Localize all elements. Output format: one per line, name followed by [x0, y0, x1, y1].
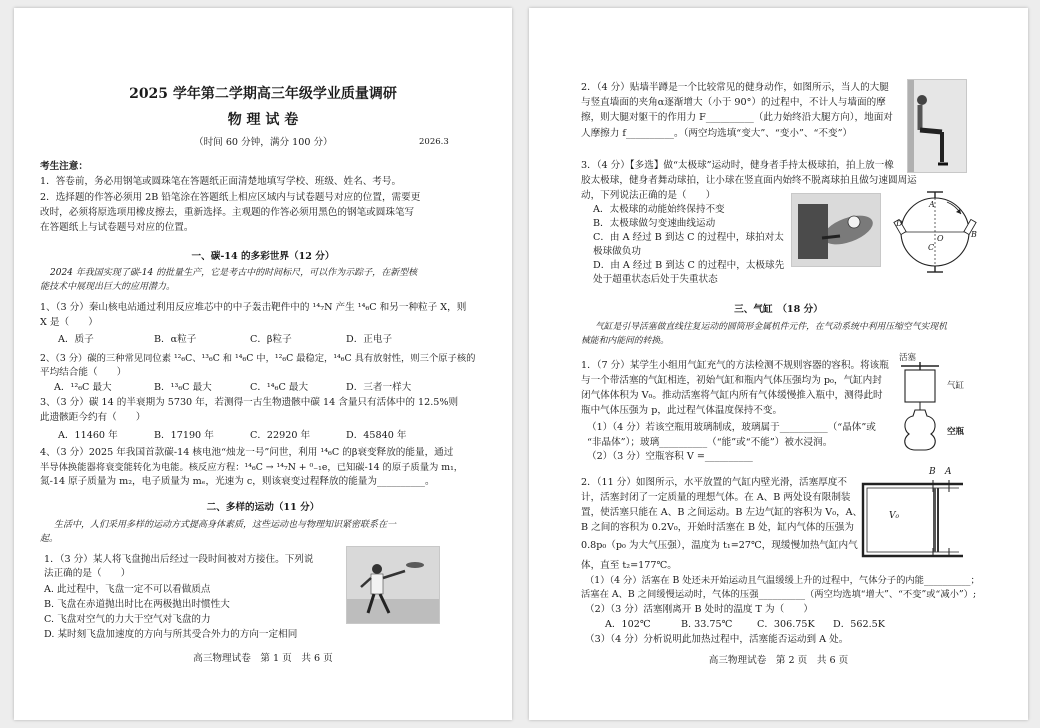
q1-1-option-c: C．β粒子 [250, 334, 292, 345]
circle-label-b: B [971, 230, 977, 239]
q3-1-sub1: （1）（4 分）若该空瓶用玻璃制成，玻璃属于__________（“晶体”或 [587, 422, 876, 433]
notice-line: 2．选择题的作答必须用 2B 铅笔涂在答题纸上相应区域内与试卷题号对应的位置，需要更 [40, 192, 421, 203]
fig-label-cylinder: 气缸 [947, 381, 965, 391]
q1-3-option-b: B．17190 年 [154, 430, 214, 441]
q3-2-sub1: （1）（4 分）活塞在 B 处还未开始运动且气温缓缓上升的过程中，气体分子的内能__________； [585, 575, 980, 586]
q3-2-sub2: （2）（3 分）活塞刚离开 B 处时的温度 T 为（ ） [585, 604, 813, 615]
q2-3-option-a: A．太极球的动能始终保持不变 [593, 204, 725, 215]
circle-label-o: O [937, 234, 944, 243]
cylinder-bottle-diagram [901, 360, 951, 452]
question-1-1: 1、（3 分）秦山核电站通过利用反应堆芯中的中子轰击靶件中的 ¹⁴₇N 产生 ¹⁴₆C 和另一种粒子 X，则 [40, 302, 467, 313]
question-2-2-cont: 与竖直墙面的夹角α逐渐增大（小于 90°）的过程中，不计人与墙面的摩 [581, 97, 886, 108]
cyl-label-b: B [929, 467, 936, 477]
circular-motion-diagram [895, 190, 975, 274]
q3-2-sub3: （3）（4 分）分析说明此加热过程中，活塞能否运动到 A 处。 [585, 634, 849, 645]
question-1-2-cont: 平均结合能（ ） [40, 367, 127, 378]
question-1-3-cont: 此遗骸距今约有（ ） [40, 412, 146, 423]
exam-time-info: （时间 60 分钟，满分 100 分） [194, 137, 333, 148]
notice-title: 考生注意： [40, 161, 88, 172]
circle-label-a: A [929, 200, 935, 209]
taiji-ball-figure [792, 194, 880, 266]
q3-2-option-b: B. 33.75℃ [681, 619, 733, 630]
taiji-ball-photo [791, 193, 881, 267]
question-2-1-cont: 法正确的是（ ） [44, 568, 131, 579]
question-3-1: 1．（7 分）某学生小组用气缸充气的方法检测不规则容器的容积。将该瓶 [581, 360, 889, 371]
question-2-3: 3．（4 分）【多选】做“太极球”运动时，健身者手持太极球拍，拍上放一橡 [581, 160, 894, 171]
question-1-4-cont: 氮-14 原子质量为 m₂，电子质量为 mₑ，光速为 c，则该衰变过程释放的能量为__________。 [40, 476, 435, 487]
section-1-intro: 能技术中展现出巨大的应用潜力。 [40, 282, 176, 292]
page-2-footer: 高三物理试卷 第 2 页 共 6 页 [708, 655, 849, 666]
question-2-2: 2．（4 分）贴墙半蹲是一个比较常见的健身动作，如图所示，当人的大腿 [581, 82, 889, 93]
frisbee-photo [346, 546, 440, 624]
question-3-1-cont: 与一个带活塞的气缸相连，初始气缸和瓶内气体压强均为 p₀，气缸内封 [581, 375, 882, 386]
q2-3-option-b: B．太极球做匀变速曲线运动 [593, 218, 716, 229]
question-3-2-cont: 置，使活塞只能在 A、B 之间运动。B 左边气缸的容积为 V₀，A、 [581, 507, 863, 518]
question-2-2-cont: 人摩擦力 f__________。（两空均选填“变大”、“变小”、“不变”） [581, 128, 853, 139]
section-3-intro: 气缸是引导活塞做直线往复运动的圆筒形金属机件元件，在气动系统中利用压缩空气实现机 [595, 322, 947, 332]
q1-3-option-c: C．22920 年 [250, 430, 311, 441]
q3-1-sub1-cont: “非晶体”）；玻璃__________（“能”或“不能”）被水浸润。 [587, 437, 833, 448]
wall-squat-photo [907, 79, 967, 173]
q1-2-option-a: A．¹²₆C 最大 [54, 382, 112, 393]
notice-line: 改时，必须将原选项用橡皮擦去，重新选择。主观题的作答必须用黑色的钢笔或圆珠笔写 [40, 207, 415, 218]
question-1-4: 4、（3 分）2025 年我国首款碳-14 核电池“烛龙一号”问世，利用 ¹⁴₆C 的β衰变释放的能量，通过 [40, 447, 454, 458]
section-3-intro: 械能和内能间的转换。 [581, 336, 669, 346]
notice-line: 在答题纸上与试卷题号对应的位置。 [40, 222, 194, 233]
q1-1-option-b: B．α粒子 [154, 334, 197, 345]
q1-1-option-a: A．质子 [58, 334, 94, 345]
fig-label-piston: 活塞 [899, 353, 917, 363]
exam-title: 2025 学年第二学期高三年级学业质量调研 [129, 86, 397, 102]
q2-3-option-d: D．由 A 经过 B 到达 C 的过程中，太极球先 [593, 260, 785, 271]
q3-2-option-c: C．306.75K [757, 619, 815, 630]
circle-label-d: D [896, 219, 903, 228]
question-1-1-cont: X 是（ ） [40, 317, 98, 328]
question-2-3-cont: 胶太极球，健身者舞动球拍，让小球在竖直面内始终不脱离球拍且做匀速圆周运 [581, 175, 917, 186]
question-1-3: 3、（3 分）碳 14 的半衰期为 5730 年，若测得一古生物遗骸中碳 14 含量只有活体中的 12.5%则 [40, 397, 459, 408]
frisbee-thrower-figure [347, 547, 439, 623]
section-2-title: 二、多样的运动（11 分） [206, 502, 320, 513]
section-2-intro: 起。 [40, 534, 59, 544]
exam-date: 2026.3 [419, 137, 449, 147]
question-3-1-cont: 瓶中气体压强为 p，此过程气体温度保持不变。 [581, 405, 783, 416]
q3-2-option-d: D．562.5K [833, 619, 885, 630]
q2-1-option-a: A. 此过程中，飞盘一定不可以看做质点 [44, 584, 211, 595]
cyl-label-v0: V₀ [889, 511, 900, 521]
question-3-1-cont: 闭气体体积为 V₀。推动活塞将气缸内所有气体缓慢推入瓶中，测得此时 [581, 390, 883, 401]
circle-label-c: C [928, 243, 935, 252]
section-3-title: 三、气缸 （18 分） [734, 304, 823, 315]
question-2-2-cont: 擦，则大腿对躯干的作用力 F__________（此力始终沿大腿方向），地面对 [581, 112, 893, 123]
horizontal-cylinder-diagram [859, 472, 971, 560]
q2-3-option-d-cont: 处于超重状态后处于失重状态 [593, 274, 718, 285]
question-2-3-cont: 动，下列说法正确的是（ ） [581, 190, 716, 201]
page-1-footer: 高三物理试卷 第 1 页 共 6 页 [193, 653, 333, 664]
q2-1-option-b: B. 飞盘在赤道抛出时比在两极抛出时惯性大 [44, 599, 230, 610]
fig-label-bottle: 空瓶 [947, 427, 965, 437]
exam-page-2 [529, 8, 1028, 720]
q2-3-option-c-cont: 极球做负功 [593, 246, 641, 257]
q1-2-option-c: C．¹⁴₆C 最大 [250, 382, 309, 393]
question-1-4-cont: 半导体换能器将衰变能转化为电能。核反应方程：¹⁴₆C → ¹⁴₇N + ⁰₋₁e，已知碳-14 的原子质量为 m₁， [40, 462, 464, 473]
section-1-title: 一、碳-14 的多彩世界（12 分） [191, 251, 335, 262]
q3-1-sub2: （2）（3 分）空瓶容积 V =__________ [587, 451, 753, 462]
q1-1-option-d: D．正电子 [346, 334, 393, 345]
question-3-2-cont: 0.8p₀（p₀ 为大气压强），温度为 t₁=27℃，现缓慢加热气缸内气 [581, 540, 858, 551]
section-1-intro: 2024 年我国实现了碳-14 的批量生产，它是考古中的时间标尺，可以作为示踪子，在新型核 [50, 268, 418, 278]
q3-2-option-a: A．102℃ [605, 619, 651, 630]
q1-2-option-b: B．¹³₆C 最大 [154, 382, 212, 393]
q2-1-option-d: D. 某时刻飞盘加速度的方向与所其受合外力的方向一定相同 [44, 629, 298, 640]
cyl-label-a: A [945, 467, 952, 477]
wall-squat-figure [908, 80, 966, 172]
notice-line: 1．答卷前，务必用钢笔或圆珠笔在答题纸正面清楚地填写学校、班级、姓名、考号。 [40, 176, 402, 187]
exam-page-1 [14, 8, 512, 720]
question-3-2: 2．（11 分）如图所示，水平放置的气缸内壁光滑，活塞厚度不 [581, 477, 847, 488]
question-3-2-cont: B 之间的容积为 0.2V₀，开始时活塞在 B 处，缸内气体的压强为 [581, 522, 854, 533]
q1-3-option-d: D．45840 年 [346, 430, 407, 441]
question-3-2-cont: 体，直至 t₂=177℃。 [581, 560, 677, 571]
q2-1-option-c: C. 飞盘对空气的力大于空气对飞盘的力 [44, 614, 211, 625]
section-2-intro: 生活中，人们采用多样的运动方式提高身体素质，这些运动也与物理知识紧密联系在一 [54, 520, 397, 530]
question-1-2: 2、（3 分）碳的三种常见同位素 ¹²₆C、¹³₆C 和 ¹⁴₆C 中，¹²₆C 最稳定，¹⁴₆C 具有放射性，则三个原子核的 [40, 353, 476, 364]
exam-subtitle: 物 理 试 卷 [227, 112, 299, 128]
q3-2-sub1-cont: 活塞在 A、B 之间缓慢运动时，气体的压强__________（两空均选填“增大”、“不变”或“减小”）; [581, 589, 977, 600]
q2-3-option-c: C．由 A 经过 B 到达 C 的过程中，球拍对太 [593, 232, 784, 243]
question-2-1: 1．（3 分）某人将飞盘抛出后经过一段时间被对方接住。下列说 [44, 554, 314, 565]
q1-3-option-a: A．11460 年 [58, 430, 118, 441]
q1-2-option-d: D．三者一样大 [346, 382, 412, 393]
question-3-2-cont: 计，活塞封闭了一定质量的理想气体。在 A、B 两处设有限制装 [581, 492, 851, 503]
